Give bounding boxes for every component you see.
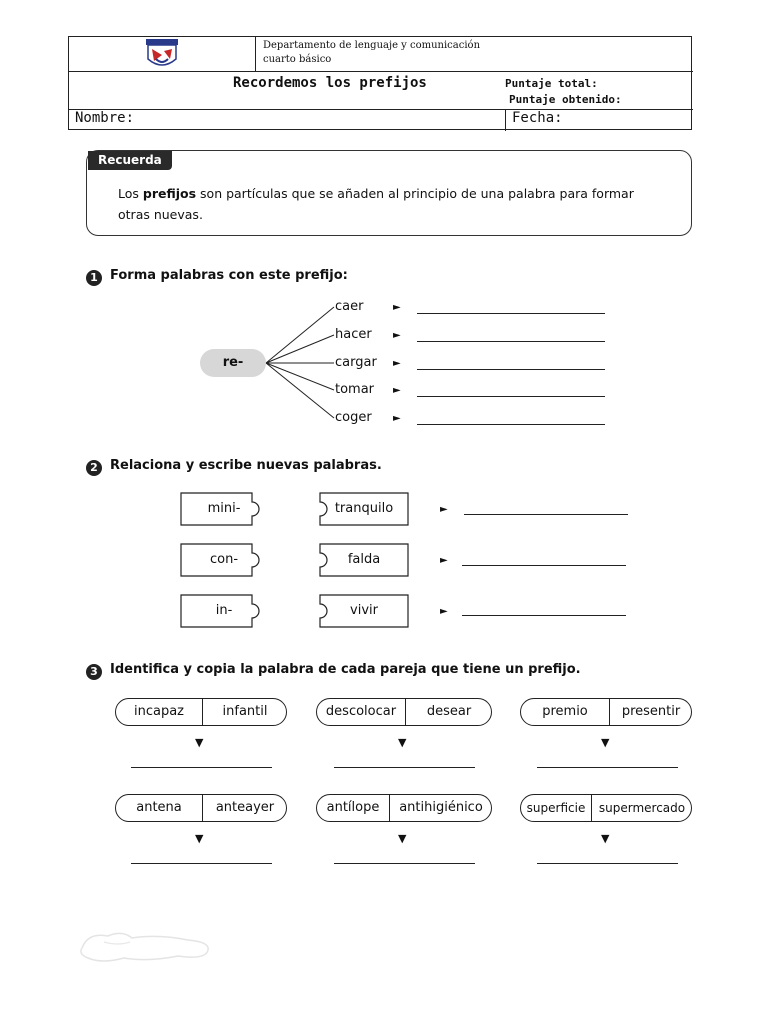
header-table (68, 36, 692, 130)
recuerda-text-end: son partículas que se añaden al principio de una palabra para formar otras nuevas. (118, 186, 634, 222)
answer-line[interactable] (464, 514, 628, 515)
divider (255, 37, 256, 71)
prefix-puzzle-piece[interactable] (180, 492, 268, 526)
answer-line[interactable] (131, 767, 272, 768)
arrow-right-icon: ► (440, 504, 448, 515)
word-puzzle-piece[interactable] (319, 543, 409, 577)
pair-word-right[interactable]: antihigiénico (399, 800, 483, 815)
prefix-label: con- (209, 552, 239, 567)
word-item: tomar (335, 382, 375, 397)
arrow-right-icon: ► (393, 385, 401, 396)
page-title: Recordemos los prefijos (233, 75, 427, 91)
exercise2-heading (86, 458, 382, 476)
exercise-number-badge: 3 (86, 664, 102, 680)
department-text (263, 39, 480, 67)
recuerda-text (118, 183, 663, 225)
word-item: coger (335, 410, 372, 425)
divider (69, 109, 693, 110)
nombre-field[interactable]: Nombre: (75, 110, 135, 126)
word-puzzle-piece[interactable] (319, 492, 409, 526)
word-label: falda (347, 552, 381, 567)
pair-word-left[interactable]: descolocar (325, 704, 397, 719)
prefix-label: mini- (207, 501, 241, 516)
arrow-right-icon: ► (393, 330, 401, 341)
word-pair[interactable] (316, 698, 492, 726)
recuerda-text-start: Los (118, 186, 143, 201)
prefix-puzzle-piece[interactable] (180, 543, 268, 577)
exercise1-instruction: Forma palabras con este prefijo: (110, 268, 348, 283)
prefix-puzzle-piece[interactable] (180, 594, 268, 628)
exercise-number-badge: 1 (86, 270, 102, 286)
pair-word-left[interactable]: antílope (326, 800, 380, 815)
word-pair[interactable] (316, 794, 492, 822)
answer-line[interactable] (537, 767, 678, 768)
arrow-right-icon: ► (440, 606, 448, 617)
divider (69, 71, 693, 72)
exercise2-instruction: Relaciona y escribe nuevas palabras. (110, 458, 382, 473)
arrow-down-icon: ▼ (601, 736, 610, 749)
prefix-pill: re- (200, 349, 266, 377)
answer-line[interactable] (417, 313, 605, 314)
divider (505, 109, 506, 131)
arrow-right-icon: ► (393, 413, 401, 424)
word-pair[interactable] (520, 698, 692, 726)
prefix-label: in- (215, 603, 233, 618)
arrow-right-icon: ► (393, 358, 401, 369)
pair-word-left[interactable]: premio (542, 704, 588, 719)
word-puzzle-piece[interactable] (319, 594, 409, 628)
pair-word-right[interactable]: infantil (222, 704, 268, 719)
puntaje-obtenido-label: Puntaje obtenido: (509, 93, 622, 106)
answer-line[interactable] (417, 424, 605, 425)
exercise3-instruction: Identifica y copia la palabra de cada pareja que tiene un prefijo. (110, 662, 581, 677)
word-item: hacer (335, 327, 372, 342)
word-label: tranquilo (334, 501, 394, 516)
word-label: vivir (350, 603, 378, 618)
connector-lines (262, 300, 342, 430)
pair-word-right[interactable]: desear (426, 704, 472, 719)
recuerda-keyword: prefijos (142, 186, 197, 201)
pair-word-left[interactable]: antena (136, 800, 182, 815)
fecha-field[interactable]: Fecha: (512, 110, 563, 126)
answer-line[interactable] (334, 767, 475, 768)
answer-line[interactable] (131, 863, 272, 864)
word-item: cargar (335, 355, 377, 370)
pair-word-left[interactable]: incapaz (133, 704, 184, 719)
word-item: caer (335, 299, 364, 314)
pair-word-right[interactable]: presentir (621, 704, 681, 719)
puntaje-total-label: Puntaje total: (505, 77, 598, 90)
answer-line[interactable] (537, 863, 678, 864)
course-line: cuarto básico (263, 54, 332, 65)
word-pair[interactable] (115, 698, 287, 726)
answer-line[interactable] (417, 396, 605, 397)
pair-word-right[interactable]: anteayer (215, 800, 275, 815)
answer-line[interactable] (417, 369, 605, 370)
exercise3-heading (86, 662, 581, 680)
word-pair[interactable] (520, 794, 692, 822)
school-logo (142, 39, 182, 71)
arrow-down-icon: ▼ (601, 832, 610, 845)
pair-word-left[interactable]: superficie (526, 801, 586, 815)
exercise-number-badge: 2 (86, 460, 102, 476)
arrow-down-icon: ▼ (398, 832, 407, 845)
exercise1-heading (86, 268, 348, 286)
arrow-down-icon: ▼ (398, 736, 407, 749)
arrow-down-icon: ▼ (195, 832, 204, 845)
pair-word-right[interactable]: supermercado (598, 801, 686, 815)
recuerda-tag: Recuerda (88, 151, 172, 170)
arrow-right-icon: ► (440, 555, 448, 566)
answer-line[interactable] (417, 341, 605, 342)
arrow-right-icon: ► (393, 302, 401, 313)
answer-line[interactable] (462, 565, 626, 566)
department-line: Departamento de lenguaje y comunicación (263, 40, 481, 51)
answer-line[interactable] (334, 863, 475, 864)
arrow-down-icon: ▼ (195, 736, 204, 749)
faint-watermark-doodle (78, 928, 218, 968)
word-pair[interactable] (115, 794, 287, 822)
answer-line[interactable] (462, 615, 626, 616)
